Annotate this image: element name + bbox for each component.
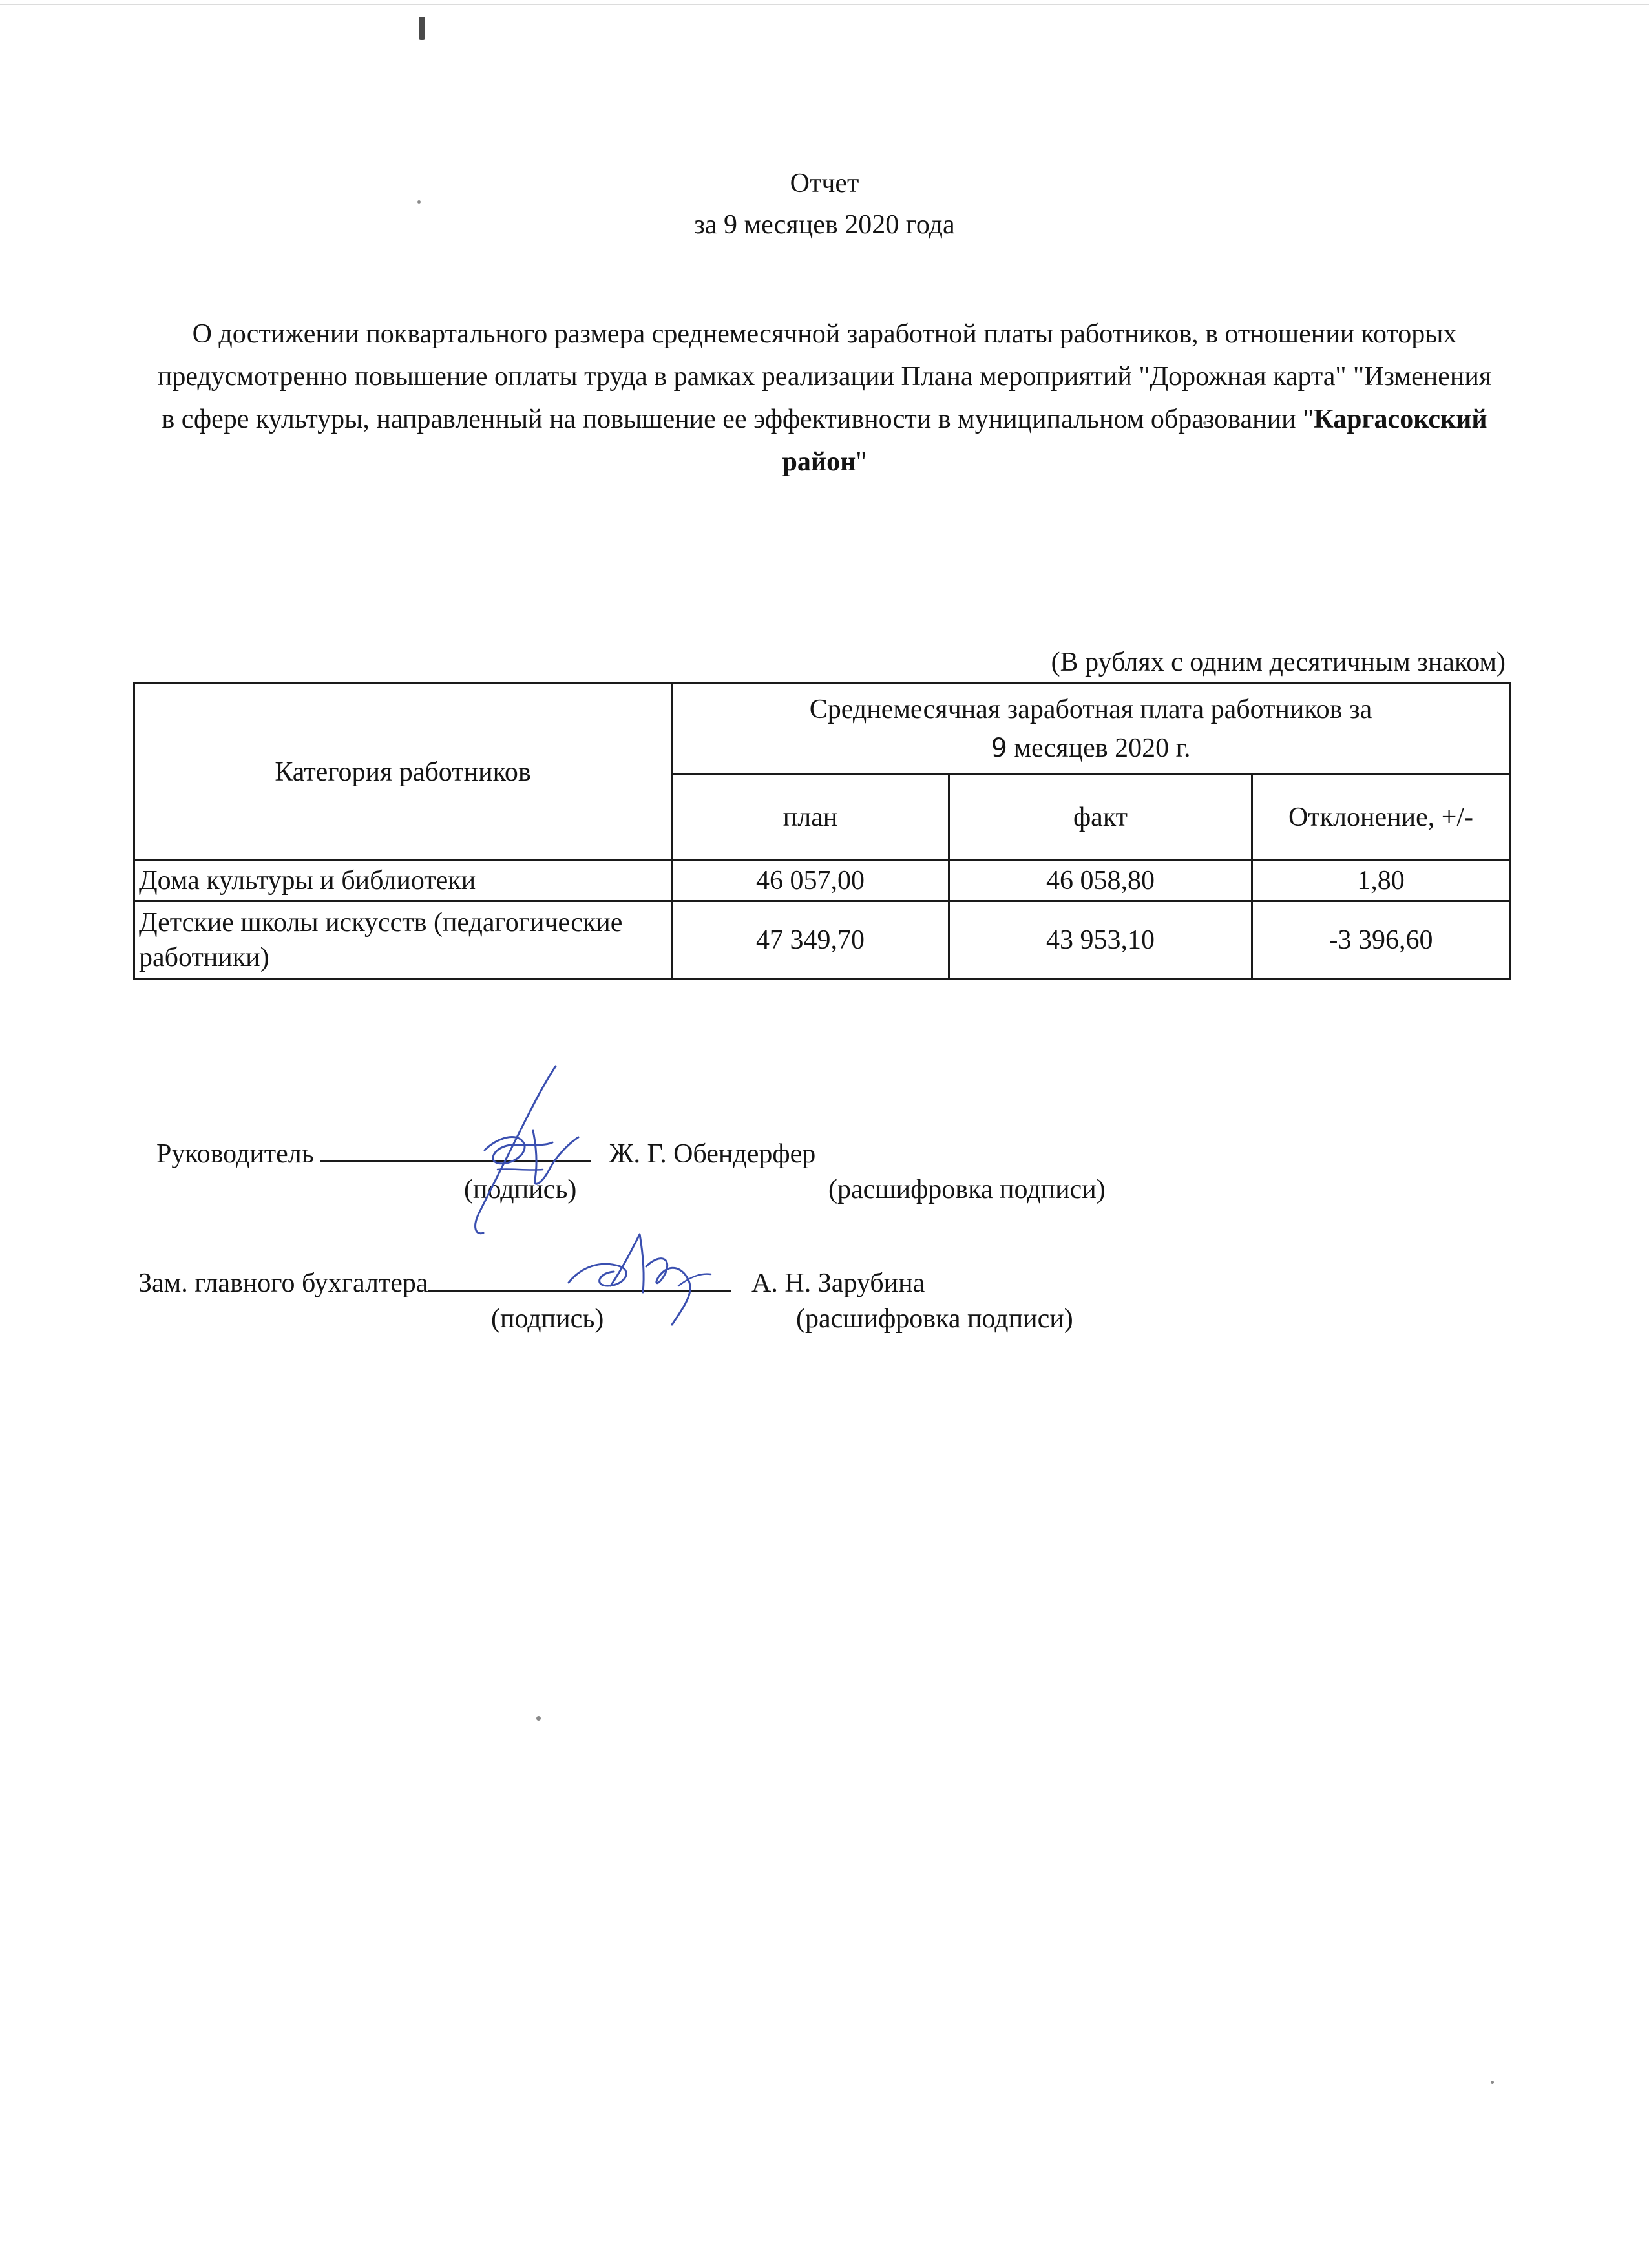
report-period: за 9 месяцев 2020 года (694, 210, 955, 240)
deputy-name: А. Н. Зарубина (751, 1268, 925, 1298)
deputy-sign-caption: (подпись) (491, 1304, 604, 1334)
scan-top-edge (0, 4, 1649, 5)
scan-speck (536, 1716, 541, 1721)
header-group-line2-rest: месяцев 2020 г. (1007, 733, 1191, 763)
deputy-decode-caption: (расшифровка подписи) (796, 1304, 1073, 1334)
header-plan: план (672, 774, 949, 861)
header-group-line1: Среднемесячная заработная плата работников за (809, 694, 1372, 724)
row-deviation: 1,80 (1252, 861, 1510, 901)
deputy-role: Зам. главного бухгалтера (138, 1268, 428, 1298)
units-note: (В рублях с одним десятичным знаком) (1051, 647, 1506, 677)
deputy-handwritten-signature (562, 1221, 717, 1331)
description-end: " (856, 447, 867, 477)
header-fact: факт (949, 774, 1252, 861)
row-fact: 46 058,80 (949, 861, 1252, 901)
report-description (155, 313, 1494, 483)
description-region: Каргасокский район (782, 404, 1487, 477)
head-role: Руководитель (156, 1139, 314, 1169)
head-name: Ж. Г. Обендерфер (609, 1139, 816, 1169)
header-group-line2 (677, 729, 1505, 768)
row-category: Дома культуры и библиотеки (134, 861, 672, 901)
description-main: О достижении поквартального размера среднемесячной заработной платы работников, в отношении которых предусмотренно повышение оплаты труда в рамках реализации Плана мероприятий "Дорожная карта" "Изменения в сфере культуры, направленный на повышение ее эффективности в муниципальном образовании " (157, 319, 1492, 434)
deputy-signature-line (138, 1264, 925, 1299)
row-fact: 43 953,10 (949, 901, 1252, 979)
table-row (134, 861, 1510, 901)
row-deviation: -3 396,60 (1252, 901, 1510, 979)
scan-speck (419, 17, 425, 40)
header-group (672, 684, 1510, 774)
row-plan: 47 349,70 (672, 901, 949, 979)
row-category: Детские школы искусств (педагогические работники) (134, 901, 672, 979)
head-sign-caption: (подпись) (464, 1175, 577, 1204)
salary-table (133, 682, 1511, 980)
row-plan: 46 057,00 (672, 861, 949, 901)
table-header-row (134, 684, 1510, 774)
header-group-months: 9 (991, 733, 1007, 763)
head-decode-caption: (расшифровка подписи) (828, 1175, 1106, 1204)
table-row (134, 901, 1510, 979)
scan-speck (1491, 2081, 1494, 2084)
header-category: Категория работников (134, 684, 672, 861)
report-title: Отчет (790, 169, 859, 198)
header-deviation: Отклонение, +/- (1252, 774, 1510, 861)
